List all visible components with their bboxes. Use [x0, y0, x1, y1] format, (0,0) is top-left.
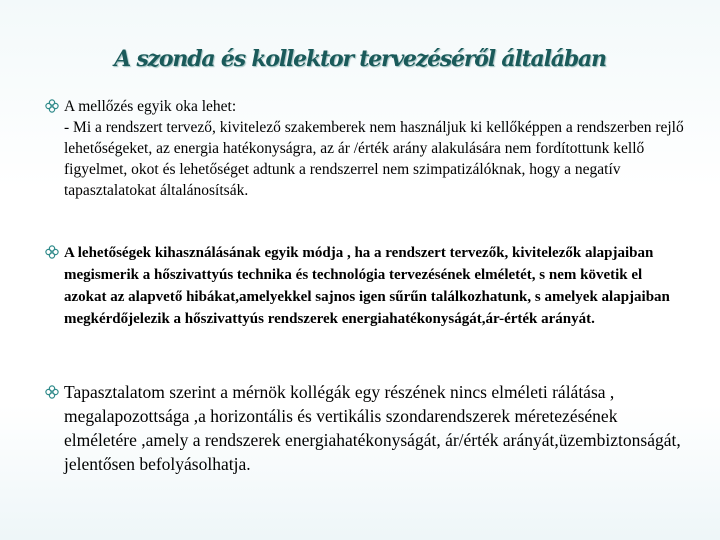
bullet-3	[44, 380, 684, 476]
slide-title: A szonda és kollektor tervezéséről általában	[114, 46, 606, 72]
bullet-1	[44, 96, 684, 201]
bullet-2	[44, 242, 684, 330]
bullet-3-text: Tapasztalatom szerint a mérnök kollégák egy részének nincs elméleti rálátása , megalapozottsága ,a horizontális és vertikális szondarendszerek méretezésének elméletére ,amely a rendszerek energiahatékonyságát, ár/érték arányát,üzembiztonságát, jelentősen befolyásolhatja.	[64, 382, 681, 474]
flower-bullet-icon	[44, 244, 60, 260]
bullet-1-lead: A mellőzés egyik oka lehet:	[64, 98, 237, 115]
flower-bullet-icon	[44, 98, 60, 114]
flower-bullet-icon	[44, 384, 60, 400]
bullet-1-sub: - Mi a rendszert tervező, kivitelező szakemberek nem használjuk ki kellőképpen a rendszerben rejlő lehetőségeket, az energia hatékonyságra, az ár /érték arány alakulására nem fordítottunk kellő figyelmet, okot és lehetőséget adtunk a rendszerrel nem szimpatizálóknak, hogy a negatív tapasztalatokat általánosítsák.	[64, 119, 684, 199]
bullet-2-text: A lehetőségek kihasználásának egyik módja , ha a rendszert tervezők, kivitelezők alapjaiban megismerik a hőszivattyús technika és technológia tervezésének elméletét, s nem követik el azokat az alapvető hibákat,amelyekkel sajnos igen sűrűn találkozhatunk, s amelyek alapjaiban megkérdőjelezik a hőszivattyús rendszerek energiahatékonyságát,ár-érték arányát.	[64, 245, 670, 327]
